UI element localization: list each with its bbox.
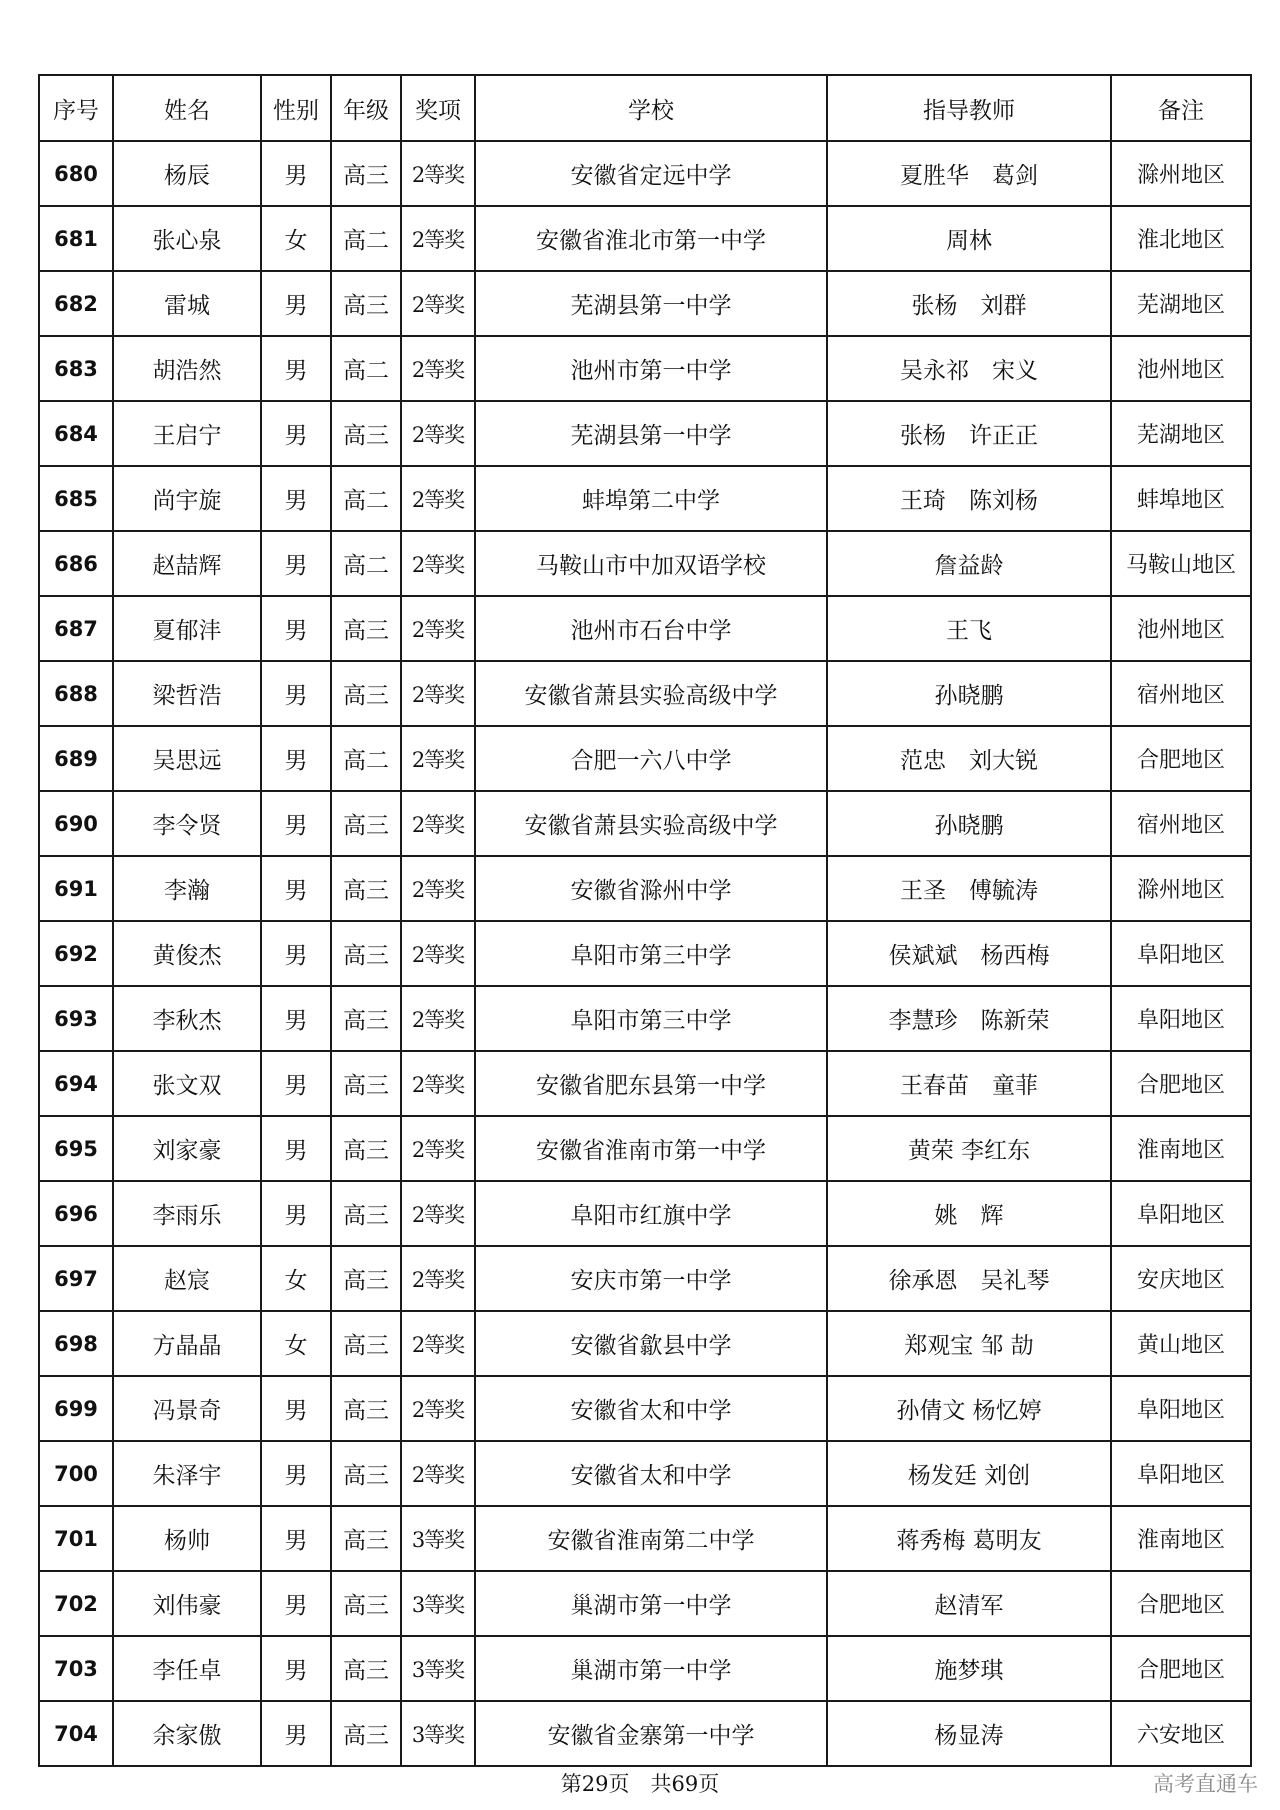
cell-award: 2等奖 (401, 1051, 475, 1116)
cell-name: 吴思远 (113, 726, 261, 791)
cell-teacher: 夏胜华 葛剑 (827, 141, 1111, 206)
cell-award: 2等奖 (401, 856, 475, 921)
cell-teacher: 蒋秀梅 葛明友 (827, 1506, 1111, 1571)
table-row (39, 1116, 1251, 1181)
cell-seq: 686 (39, 531, 113, 596)
header-note: 备注 (1111, 75, 1251, 141)
cell-name: 黄俊杰 (113, 921, 261, 986)
cell-gender: 男 (261, 596, 331, 661)
cell-grade: 高三 (331, 1181, 401, 1246)
cell-seq: 684 (39, 401, 113, 466)
cell-gender: 男 (261, 336, 331, 401)
cell-gender: 男 (261, 986, 331, 1051)
cell-seq: 699 (39, 1376, 113, 1441)
cell-grade: 高三 (331, 791, 401, 856)
cell-grade: 高三 (331, 141, 401, 206)
cell-award: 3等奖 (401, 1701, 475, 1766)
header-seq: 序号 (39, 75, 113, 141)
cell-award: 2等奖 (401, 596, 475, 661)
cell-name: 杨辰 (113, 141, 261, 206)
cell-seq: 691 (39, 856, 113, 921)
cell-note: 淮南地区 (1111, 1506, 1251, 1571)
cell-seq: 690 (39, 791, 113, 856)
cell-school: 池州市石台中学 (475, 596, 827, 661)
cell-school: 阜阳市第三中学 (475, 921, 827, 986)
cell-teacher: 郑观宝 邹 劼 (827, 1311, 1111, 1376)
cell-teacher: 詹益龄 (827, 531, 1111, 596)
cell-grade: 高三 (331, 1311, 401, 1376)
cell-school: 马鞍山市中加双语学校 (475, 531, 827, 596)
cell-grade: 高三 (331, 986, 401, 1051)
cell-grade: 高三 (331, 1441, 401, 1506)
cell-award: 3等奖 (401, 1636, 475, 1701)
cell-teacher: 吴永祁 宋义 (827, 336, 1111, 401)
cell-gender: 男 (261, 1506, 331, 1571)
table-row (39, 1246, 1251, 1311)
cell-seq: 697 (39, 1246, 113, 1311)
cell-gender: 女 (261, 1246, 331, 1311)
table-row (39, 401, 1251, 466)
cell-school: 阜阳市第三中学 (475, 986, 827, 1051)
cell-teacher: 王飞 (827, 596, 1111, 661)
table-row (39, 466, 1251, 531)
cell-name: 张文双 (113, 1051, 261, 1116)
cell-award: 2等奖 (401, 986, 475, 1051)
cell-grade: 高三 (331, 1246, 401, 1311)
cell-seq: 683 (39, 336, 113, 401)
cell-school: 阜阳市红旗中学 (475, 1181, 827, 1246)
cell-school: 安庆市第一中学 (475, 1246, 827, 1311)
cell-teacher: 王琦 陈刘杨 (827, 466, 1111, 531)
cell-name: 方晶晶 (113, 1311, 261, 1376)
cell-award: 2等奖 (401, 466, 475, 531)
cell-name: 雷城 (113, 271, 261, 336)
table-row (39, 206, 1251, 271)
cell-teacher: 孙晓鹏 (827, 791, 1111, 856)
cell-school: 安徽省淮南第二中学 (475, 1506, 827, 1571)
cell-name: 朱泽宇 (113, 1441, 261, 1506)
cell-gender: 男 (261, 1441, 331, 1506)
cell-note: 阜阳地区 (1111, 921, 1251, 986)
cell-school: 安徽省萧县实验高级中学 (475, 791, 827, 856)
cell-teacher: 姚 辉 (827, 1181, 1111, 1246)
table-row (39, 661, 1251, 726)
cell-school: 安徽省金寨第一中学 (475, 1701, 827, 1766)
table-row (39, 921, 1251, 986)
cell-teacher: 杨发廷 刘创 (827, 1441, 1111, 1506)
cell-school: 巢湖市第一中学 (475, 1636, 827, 1701)
cell-seq: 700 (39, 1441, 113, 1506)
cell-gender: 男 (261, 271, 331, 336)
cell-seq: 701 (39, 1506, 113, 1571)
cell-school: 安徽省淮北市第一中学 (475, 206, 827, 271)
cell-name: 胡浩然 (113, 336, 261, 401)
cell-note: 宿州地区 (1111, 791, 1251, 856)
table-row (39, 1701, 1251, 1766)
cell-school: 芜湖县第一中学 (475, 271, 827, 336)
page-number: 第29页 共69页 (560, 1772, 720, 1796)
table-row (39, 791, 1251, 856)
cell-grade: 高二 (331, 206, 401, 271)
cell-grade: 高三 (331, 661, 401, 726)
cell-name: 王启宁 (113, 401, 261, 466)
cell-note: 池州地区 (1111, 596, 1251, 661)
cell-name: 赵喆辉 (113, 531, 261, 596)
cell-gender: 男 (261, 1181, 331, 1246)
cell-gender: 男 (261, 1636, 331, 1701)
cell-name: 张心泉 (113, 206, 261, 271)
cell-award: 2等奖 (401, 336, 475, 401)
cell-award: 2等奖 (401, 1181, 475, 1246)
cell-seq: 698 (39, 1311, 113, 1376)
cell-gender: 男 (261, 1701, 331, 1766)
cell-teacher: 黄荣 李红东 (827, 1116, 1111, 1181)
table-row (39, 1051, 1251, 1116)
cell-grade: 高二 (331, 466, 401, 531)
cell-gender: 男 (261, 401, 331, 466)
cell-school: 安徽省歙县中学 (475, 1311, 827, 1376)
table-row (39, 1311, 1251, 1376)
cell-grade: 高二 (331, 336, 401, 401)
cell-seq: 696 (39, 1181, 113, 1246)
cell-note: 合肥地区 (1111, 726, 1251, 791)
cell-gender: 男 (261, 661, 331, 726)
cell-name: 赵宸 (113, 1246, 261, 1311)
cell-grade: 高三 (331, 1636, 401, 1701)
table-row (39, 271, 1251, 336)
cell-teacher: 孙晓鹏 (827, 661, 1111, 726)
cell-teacher: 杨显涛 (827, 1701, 1111, 1766)
cell-note: 滁州地区 (1111, 856, 1251, 921)
cell-grade: 高三 (331, 1701, 401, 1766)
cell-award: 2等奖 (401, 921, 475, 986)
table-header-row (39, 75, 1251, 141)
cell-school: 安徽省肥东县第一中学 (475, 1051, 827, 1116)
cell-gender: 男 (261, 1051, 331, 1116)
cell-school: 安徽省太和中学 (475, 1441, 827, 1506)
cell-seq: 704 (39, 1701, 113, 1766)
cell-note: 滁州地区 (1111, 141, 1251, 206)
cell-seq: 693 (39, 986, 113, 1051)
cell-award: 2等奖 (401, 1246, 475, 1311)
cell-award: 2等奖 (401, 1441, 475, 1506)
cell-name: 尚宇旋 (113, 466, 261, 531)
header-teacher: 指导教师 (827, 75, 1111, 141)
cell-gender: 男 (261, 1116, 331, 1181)
cell-teacher: 孙倩文 杨忆婷 (827, 1376, 1111, 1441)
table-row (39, 1441, 1251, 1506)
cell-seq: 681 (39, 206, 113, 271)
cell-note: 阜阳地区 (1111, 1376, 1251, 1441)
header-grade: 年级 (331, 75, 401, 141)
cell-teacher: 施梦琪 (827, 1636, 1111, 1701)
cell-teacher: 赵清军 (827, 1571, 1111, 1636)
cell-grade: 高三 (331, 596, 401, 661)
award-table (38, 74, 1252, 1767)
cell-name: 李秋杰 (113, 986, 261, 1051)
cell-note: 安庆地区 (1111, 1246, 1251, 1311)
cell-teacher: 范忠 刘大锐 (827, 726, 1111, 791)
cell-school: 安徽省定远中学 (475, 141, 827, 206)
header-award: 奖项 (401, 75, 475, 141)
cell-school: 安徽省萧县实验高级中学 (475, 661, 827, 726)
cell-name: 李任卓 (113, 1636, 261, 1701)
cell-award: 2等奖 (401, 141, 475, 206)
table-row (39, 856, 1251, 921)
cell-seq: 694 (39, 1051, 113, 1116)
table-row (39, 1506, 1251, 1571)
cell-note: 合肥地区 (1111, 1636, 1251, 1701)
cell-school: 安徽省太和中学 (475, 1376, 827, 1441)
header-name: 姓名 (113, 75, 261, 141)
cell-grade: 高二 (331, 531, 401, 596)
cell-gender: 男 (261, 856, 331, 921)
cell-gender: 男 (261, 921, 331, 986)
cell-award: 2等奖 (401, 1116, 475, 1181)
cell-teacher: 徐承恩 吴礼琴 (827, 1246, 1111, 1311)
cell-note: 黄山地区 (1111, 1311, 1251, 1376)
cell-school: 合肥一六八中学 (475, 726, 827, 791)
cell-note: 马鞍山地区 (1111, 531, 1251, 596)
header-school: 学校 (475, 75, 827, 141)
cell-teacher: 王春苗 童菲 (827, 1051, 1111, 1116)
cell-teacher: 张杨 刘群 (827, 271, 1111, 336)
header-gender: 性别 (261, 75, 331, 141)
cell-seq: 703 (39, 1636, 113, 1701)
cell-award: 2等奖 (401, 271, 475, 336)
cell-name: 夏郁沣 (113, 596, 261, 661)
cell-note: 阜阳地区 (1111, 986, 1251, 1051)
cell-teacher: 侯斌斌 杨西梅 (827, 921, 1111, 986)
cell-seq: 688 (39, 661, 113, 726)
cell-grade: 高三 (331, 401, 401, 466)
table-row (39, 531, 1251, 596)
cell-note: 池州地区 (1111, 336, 1251, 401)
cell-gender: 男 (261, 1376, 331, 1441)
cell-gender: 男 (261, 791, 331, 856)
cell-note: 芜湖地区 (1111, 401, 1251, 466)
cell-grade: 高三 (331, 1116, 401, 1181)
cell-award: 2等奖 (401, 661, 475, 726)
cell-name: 李令贤 (113, 791, 261, 856)
cell-name: 杨帅 (113, 1506, 261, 1571)
cell-note: 合肥地区 (1111, 1051, 1251, 1116)
cell-seq: 702 (39, 1571, 113, 1636)
table-row (39, 141, 1251, 206)
cell-note: 阜阳地区 (1111, 1181, 1251, 1246)
cell-name: 余家傲 (113, 1701, 261, 1766)
cell-name: 梁哲浩 (113, 661, 261, 726)
cell-seq: 695 (39, 1116, 113, 1181)
cell-name: 刘伟豪 (113, 1571, 261, 1636)
cell-award: 2等奖 (401, 1311, 475, 1376)
table-body (39, 141, 1251, 1766)
cell-grade: 高三 (331, 856, 401, 921)
cell-grade: 高三 (331, 921, 401, 986)
cell-award: 2等奖 (401, 726, 475, 791)
cell-grade: 高三 (331, 271, 401, 336)
table-row (39, 986, 1251, 1051)
table-row (39, 1181, 1251, 1246)
table-row (39, 1636, 1251, 1701)
cell-gender: 男 (261, 531, 331, 596)
cell-gender: 男 (261, 466, 331, 531)
cell-teacher: 王圣 傅毓涛 (827, 856, 1111, 921)
cell-gender: 男 (261, 1571, 331, 1636)
cell-award: 2等奖 (401, 401, 475, 466)
cell-school: 芜湖县第一中学 (475, 401, 827, 466)
cell-school: 池州市第一中学 (475, 336, 827, 401)
cell-school: 蚌埠第二中学 (475, 466, 827, 531)
cell-award: 3等奖 (401, 1506, 475, 1571)
cell-award: 2等奖 (401, 531, 475, 596)
cell-teacher: 周林 (827, 206, 1111, 271)
cell-note: 阜阳地区 (1111, 1441, 1251, 1506)
table-row (39, 1571, 1251, 1636)
watermark: 高考直通车 (1153, 1772, 1258, 1796)
cell-gender: 男 (261, 726, 331, 791)
cell-grade: 高三 (331, 1376, 401, 1441)
cell-teacher: 李慧珍 陈新荣 (827, 986, 1111, 1051)
cell-name: 李瀚 (113, 856, 261, 921)
cell-note: 淮北地区 (1111, 206, 1251, 271)
cell-note: 宿州地区 (1111, 661, 1251, 726)
cell-seq: 680 (39, 141, 113, 206)
cell-award: 3等奖 (401, 1571, 475, 1636)
cell-school: 安徽省滁州中学 (475, 856, 827, 921)
cell-seq: 692 (39, 921, 113, 986)
cell-note: 芜湖地区 (1111, 271, 1251, 336)
table-row (39, 596, 1251, 661)
cell-award: 2等奖 (401, 1376, 475, 1441)
cell-name: 刘家豪 (113, 1116, 261, 1181)
cell-grade: 高三 (331, 1571, 401, 1636)
cell-award: 2等奖 (401, 791, 475, 856)
cell-seq: 682 (39, 271, 113, 336)
cell-seq: 687 (39, 596, 113, 661)
cell-name: 冯景奇 (113, 1376, 261, 1441)
cell-grade: 高三 (331, 1506, 401, 1571)
table-row (39, 726, 1251, 791)
cell-grade: 高三 (331, 1051, 401, 1116)
table-row (39, 1376, 1251, 1441)
cell-grade: 高二 (331, 726, 401, 791)
cell-gender: 女 (261, 1311, 331, 1376)
cell-name: 李雨乐 (113, 1181, 261, 1246)
cell-seq: 689 (39, 726, 113, 791)
cell-gender: 男 (261, 141, 331, 206)
cell-gender: 女 (261, 206, 331, 271)
cell-note: 六安地区 (1111, 1701, 1251, 1766)
cell-award: 2等奖 (401, 206, 475, 271)
cell-teacher: 张杨 许正正 (827, 401, 1111, 466)
table-row (39, 336, 1251, 401)
cell-note: 合肥地区 (1111, 1571, 1251, 1636)
cell-note: 蚌埠地区 (1111, 466, 1251, 531)
cell-seq: 685 (39, 466, 113, 531)
cell-school: 巢湖市第一中学 (475, 1571, 827, 1636)
cell-school: 安徽省淮南市第一中学 (475, 1116, 827, 1181)
cell-note: 淮南地区 (1111, 1116, 1251, 1181)
